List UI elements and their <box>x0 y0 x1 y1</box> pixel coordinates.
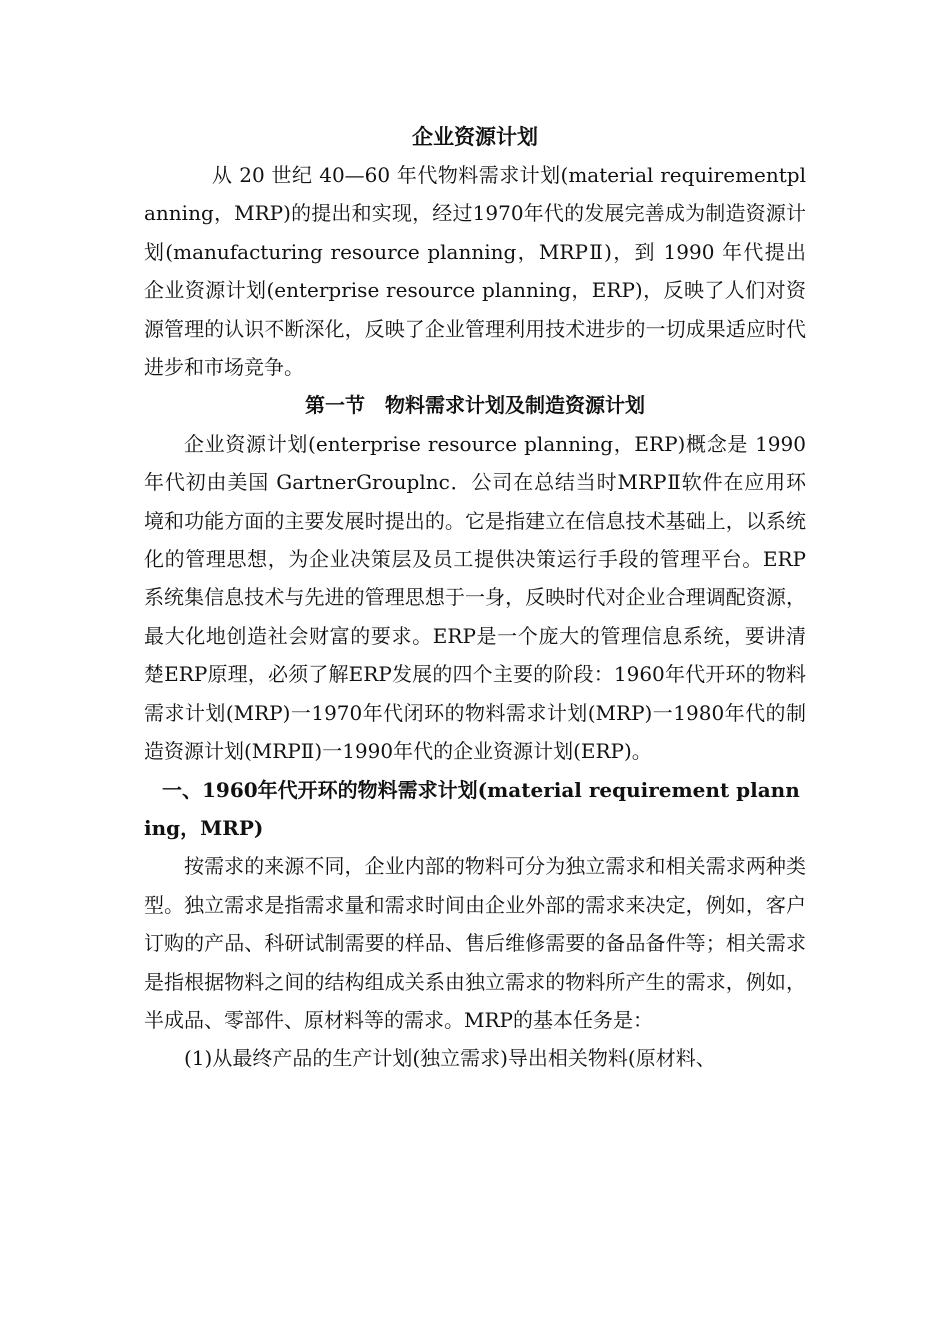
document-title: 企业资源计划 <box>412 124 538 149</box>
list-item: (1)从最终产品的生产计划(独立需求)导出相关物料(原材料、 <box>184 1046 716 1071</box>
section-paragraph: 企业资源计划(enterprise resource planning，ERP)概念是 1990 年代初由美国 GartnerGrouplnc．公司在总结当时MRPⅡ软件在应用环境和功能方面的主要发展时提出的。它是指建立在信息技术基础上，以系统化的管理思想，为企业决策层及员工提供决策运行手段的管理平台。ERP系统集信息技术与先进的管理思想于一身，反映时代对企业合理调配资源，最大化地创造社会财富的要求。ERP是一个庞大的管理信息系统，要讲清楚ERP原理，必须了解ERP发展的四个主要的阶段：1960年代开环的物料需求计划(MRP)一1970年代闭环的物料需求计划(MRP)一1980年代的制造资源计划(MRPⅡ)一1990年代的企业资源计划(ERP)。 <box>144 431 806 764</box>
intro-paragraph: 从 20 世纪 40—60 年代物料需求计划(material requirementplanning，MRP)的提出和实现，经过1970年代的发展完善成为制造资源计划(manufacturing resource planning，MRPⅡ)，到 1990 年代提出企业资源计划(enterprise resource planning，ERP)，反映了人们对资源管理的认识不断深化，反映了企业管理利用技术进步的一切成果适应时代进步和市场竞争。 <box>144 163 806 380</box>
document-page <box>144 118 806 1078</box>
subsection-paragraph: 按需求的来源不同，企业内部的物料可分为独立需求和相关需求两种类型。独立需求是指需求量和需求时间由企业外部的需求来决定，例如，客户订购的产品、科研试制需要的样品、售后维修需要的备品备件等；相关需求是指根据物料之间的结构组成关系由独立需求的物料所产生的需求，例如，半成品、零部件、原材料等的需求。MRP的基本任务是： <box>144 854 806 1032</box>
subsection-title: 一、1960年代开环的物料需求计划(material requirement planning，MRP) <box>144 777 800 840</box>
section-title: 第一节 物料需求计划及制造资源计划 <box>305 393 645 418</box>
